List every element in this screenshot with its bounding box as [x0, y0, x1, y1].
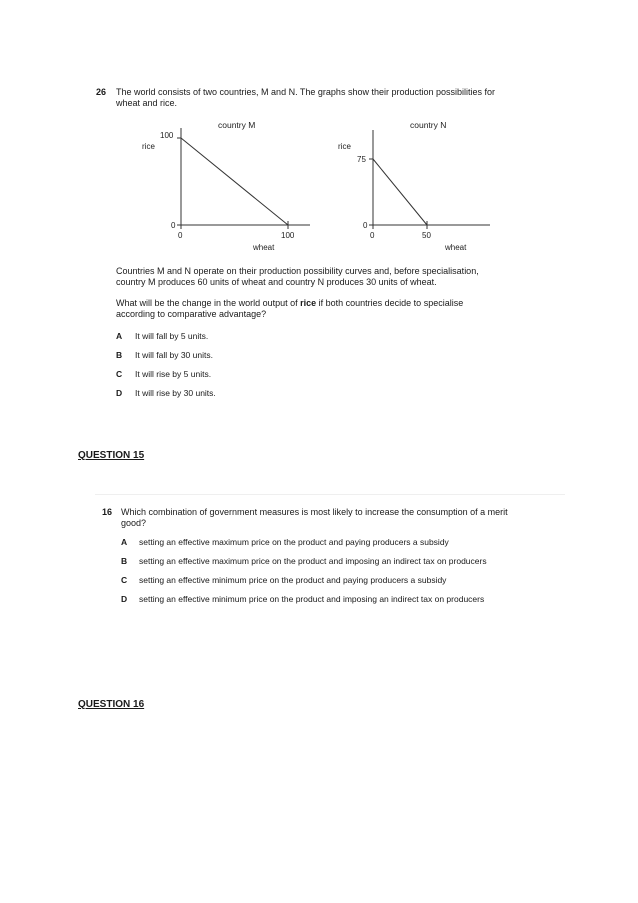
question-ask — [116, 298, 556, 320]
option-text: It will rise by 30 units. — [135, 388, 216, 398]
graph-title: country N — [410, 120, 447, 130]
context-line: Countries M and N operate on their production possibility curves and, before specialisation, — [116, 266, 479, 276]
option-text: It will rise by 5 units. — [135, 369, 212, 379]
option-text: setting an effective maximum price on the product and paying producers a subsidy — [139, 537, 449, 547]
graph-title: country M — [218, 120, 256, 130]
x-tick-label: 0 — [370, 231, 375, 240]
y-axis-label: rice — [338, 142, 351, 151]
context-line: country M produces 60 units of wheat and country N produces 30 units of wheat. — [116, 277, 437, 287]
question-stem-line: The world consists of two countries, M and N. The graphs show their production possibilities for — [116, 87, 496, 97]
option-letter: C — [116, 369, 123, 379]
divider — [95, 494, 565, 495]
x-tick-label: 50 — [422, 231, 431, 240]
option-letter: A — [116, 331, 123, 341]
y-tick-label: 0 — [171, 221, 176, 230]
option-text: It will fall by 5 units. — [135, 331, 209, 341]
x-axis-label: wheat — [253, 243, 275, 252]
question-number: 16 — [102, 507, 113, 517]
option-letter: A — [121, 537, 128, 547]
ppc-line — [373, 159, 427, 225]
ask-text: What will be the change in the world output of — [116, 298, 301, 308]
option-letter: D — [116, 388, 123, 398]
ask-keyword: rice — [300, 298, 317, 308]
option-letter: B — [116, 350, 123, 360]
option-letter: D — [121, 594, 128, 604]
y-tick-label: 0 — [363, 221, 368, 230]
ppc-line — [181, 138, 288, 225]
option-text: setting an effective maximum price on the product and imposing an indirect tax on producers — [139, 556, 487, 566]
ask-line: according to comparative advantage? — [116, 309, 267, 319]
question-number: 26 — [96, 87, 107, 97]
x-tick-label: 100 — [281, 231, 295, 240]
question-stem-line: wheat and rice. — [116, 98, 178, 108]
ppc-graph-country-m — [130, 118, 315, 258]
question-context — [116, 266, 556, 288]
y-tick-label: 75 — [357, 155, 366, 164]
question-stem-line: good? — [121, 518, 147, 528]
option-letter: B — [121, 556, 128, 566]
option-letter: C — [121, 575, 128, 585]
ask-line — [116, 298, 556, 309]
x-axis-label: wheat — [445, 243, 467, 252]
y-axis-label: rice — [142, 142, 155, 151]
ppc-graph-country-n — [330, 118, 500, 258]
option-text: setting an effective minimum price on the product and paying producers a subsidy — [139, 575, 447, 585]
option-text: setting an effective minimum price on the product and imposing an indirect tax on producers — [139, 594, 485, 604]
x-tick-label: 0 — [178, 231, 183, 240]
section-heading-question-16: QUESTION 16 — [78, 699, 145, 710]
option-text: It will fall by 30 units. — [135, 350, 213, 360]
section-heading-question-15: QUESTION 15 — [78, 450, 145, 461]
ask-text: if both countries decide to specialise — [316, 298, 464, 308]
question-stem — [121, 507, 551, 529]
question-stem-line: Which combination of government measures is most likely to increase the consumption of a merit — [121, 507, 508, 517]
question-stem — [116, 87, 556, 109]
y-tick-label: 100 — [160, 131, 174, 140]
